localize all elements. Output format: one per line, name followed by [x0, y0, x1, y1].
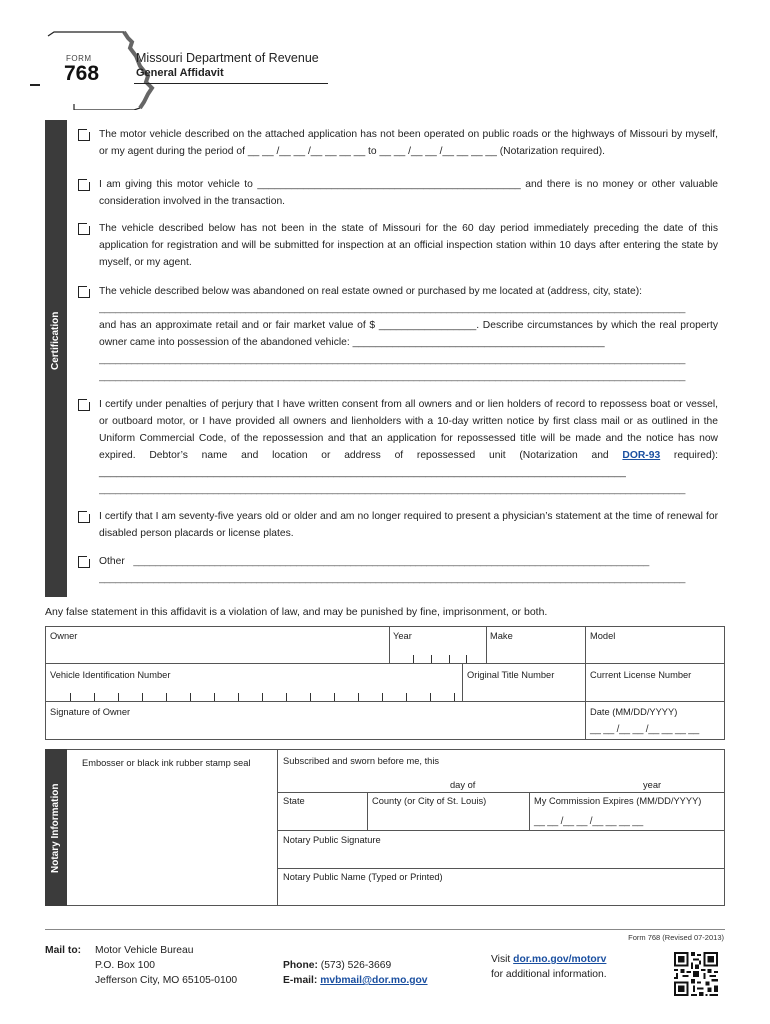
vin-tick — [334, 693, 335, 701]
abandoned-circumstances-line[interactable]: ____________________________________________________________________________________________________________ — [99, 354, 686, 365]
abandoned-address-line[interactable]: ____________________________________________________________________________________________________________ — [99, 303, 686, 314]
year-tick — [431, 655, 432, 663]
checkbox-abandoned[interactable] — [78, 286, 90, 298]
notary-name-label: Notary Public Name (Typed or Printed) — [283, 872, 443, 882]
form-label: FORM — [66, 54, 92, 63]
date-label: Date (MM/DD/YYYY) — [590, 707, 678, 717]
item-text-value: and has an approximate retail and or fair market value of $ _________________. Describe circumstances by which the real property owner came into possession of the abandoned vehicle: ____________________________________________ — [99, 320, 718, 348]
checkbox-other[interactable] — [78, 556, 90, 568]
seal-label: Embosser or black ink rubber stamp seal — [82, 758, 251, 768]
item-text-b: required): ____________________________________________________________________________________________ — [99, 450, 718, 478]
form-number: 768 — [64, 62, 100, 85]
notary-signature-label: Notary Public Signature — [283, 835, 381, 845]
vin-tick — [166, 693, 167, 701]
qr-code-icon — [674, 950, 718, 998]
address-line-1: Motor Vehicle Bureau — [95, 945, 194, 956]
notary-rule — [529, 792, 530, 830]
form-header — [30, 30, 330, 110]
email-label: E-mail: — [283, 975, 318, 986]
year-label: year — [643, 780, 662, 790]
vin-tick — [310, 693, 311, 701]
revision-rule — [45, 929, 725, 930]
vin-tick — [70, 693, 71, 701]
item-text: The vehicle described below was abandoned on real estate owned or purchased by me located at (address, city, state): — [99, 286, 642, 297]
other-line — [99, 553, 718, 570]
vin-tick — [286, 693, 287, 701]
vin-tick — [358, 693, 359, 701]
item-text — [99, 396, 718, 481]
header-dash — [30, 84, 40, 86]
notary-sidebar — [45, 749, 67, 906]
item-repossession — [78, 396, 718, 498]
item-not-operated — [78, 126, 718, 160]
mail-to-label: Mail to: — [45, 945, 82, 956]
vin-tick — [406, 693, 407, 701]
make-label: Make — [490, 631, 513, 641]
email-link[interactable]: mvbmail@dor.mo.gov — [320, 975, 428, 986]
state-label: State — [283, 796, 305, 806]
grid-rule — [462, 663, 463, 701]
contact-block — [283, 958, 428, 988]
other-label: Other — [99, 556, 125, 567]
notary-section — [67, 749, 725, 906]
day-of-label: day of — [450, 780, 476, 790]
checkbox-gift[interactable] — [78, 179, 90, 191]
item-text: The vehicle described below has not been in the state of Missouri for the 60 day period immediately preceding the date of this application for registration and will be submitted for inspection at an official inspection station within 10 days after entering the state by myself, or my agent. — [99, 223, 718, 268]
date-field[interactable]: __ __ /__ __ /__ __ __ __ — [590, 724, 699, 735]
item-other — [78, 553, 718, 587]
visit-block — [491, 952, 607, 982]
abandoned-circumstances-line[interactable]: ____________________________________________________________________________________________________________ — [99, 371, 686, 382]
year-tick — [466, 655, 467, 663]
year-tick — [449, 655, 450, 663]
checkbox-not-operated[interactable] — [78, 129, 90, 141]
visit-line — [491, 952, 607, 967]
grid-rule — [46, 663, 724, 664]
year-label: Year — [393, 631, 412, 641]
vin-tick — [190, 693, 191, 701]
county-label: County (or City of St. Louis) — [372, 796, 487, 806]
item-text-a: I certify under penalties of perjury that I have written consent from all owners and or lien holders of record to repossess boat or vessel, or outboard motor, or I have provided all owners and lienholders with a 10-day written notice by first class mail or as outlined in the Uniform Commercial Code, of the repossession and that an application for repossessed title will be made and the notice has now expired. Debtor’s name and location or address of repossessed unit (Notarization and — [99, 399, 718, 461]
owner-signature-label: Signature of Owner — [50, 707, 131, 717]
grid-rule — [389, 627, 390, 663]
dor-93-link[interactable]: DOR-93 — [622, 450, 661, 461]
notary-rule — [277, 830, 724, 831]
vin-tick — [118, 693, 119, 701]
certification-label: Certification — [50, 311, 61, 370]
vin-label: Vehicle Identification Number — [50, 670, 171, 680]
email-line — [283, 973, 428, 988]
notary-rule — [277, 792, 724, 793]
department-name: Missouri Department of Revenue — [136, 51, 319, 65]
vehicle-info-grid — [45, 626, 725, 740]
item-text: I certify that I am seventy-five years old or older and am no longer required to present a physician’s statement at the time of renewal for disabled person placards or license plates. — [99, 511, 718, 539]
notary-rule — [367, 792, 368, 830]
notary-information-label: Notary Information — [50, 783, 61, 873]
phone-label: Phone: — [283, 960, 318, 971]
other-line-2[interactable]: ____________________________________________________________________________________________________________ — [99, 573, 686, 584]
checkbox-seventy-five[interactable] — [78, 511, 90, 523]
vin-tick — [142, 693, 143, 701]
title-rule — [134, 83, 328, 84]
website-link[interactable]: dor.mo.gov/motorv — [513, 954, 607, 965]
visit-label: Visit — [491, 954, 511, 965]
notary-rule — [277, 750, 278, 905]
visit-line-2: for additional information. — [491, 969, 607, 980]
commission-label: My Commission Expires (MM/DD/YYYY) — [534, 796, 702, 806]
current-license-label: Current License Number — [590, 670, 692, 680]
grid-rule — [585, 627, 586, 739]
item-seventy-five — [78, 508, 718, 542]
revision-label: Form 768 (Revised 07-2013) — [628, 933, 724, 942]
address-line-3: Jefferson City, MO 65105-0100 — [95, 975, 238, 986]
vin-tick — [382, 693, 383, 701]
checkbox-repossession[interactable] — [78, 399, 90, 411]
grid-rule — [46, 701, 724, 702]
model-label: Model — [590, 631, 616, 641]
phone-number: (573) 526-3669 — [320, 960, 392, 971]
false-statement-warning: Any false statement in this affidavit is a violation of law, and may be punished by fine, imprisonment, or both. — [45, 606, 548, 618]
item-out-of-state — [78, 220, 718, 271]
mail-to-block — [45, 943, 81, 958]
commission-date-field[interactable]: __ __ /__ __ /__ __ __ __ — [534, 816, 643, 827]
checkbox-out-of-state[interactable] — [78, 223, 90, 235]
item-gift — [78, 176, 718, 210]
original-title-label: Original Title Number — [467, 670, 555, 680]
certification-sidebar — [45, 120, 67, 597]
form-title: General Affidavit — [136, 67, 224, 79]
mailing-address — [95, 943, 237, 988]
phone-line — [283, 958, 428, 973]
address-line-2: P.O. Box 100 — [95, 960, 155, 971]
vin-tick — [454, 693, 455, 701]
vin-tick — [430, 693, 431, 701]
item-text: I am giving this motor vehicle to ______________________________________________ and there is no money or other valuable consideration involved in the transaction. — [99, 179, 718, 207]
owner-label: Owner — [50, 631, 78, 641]
item-text: The motor vehicle described on the attached application has not been operated on public roads or the highways of Missouri by myself, or my agent during the period of __ __ /__ __ /__ __ __ __ to __ __ /__ __ /__ __ __ __ (Notarization required). — [99, 129, 718, 157]
subscribed-label: Subscribed and sworn before me, this — [283, 756, 440, 766]
year-tick — [413, 655, 414, 663]
grid-rule — [486, 627, 487, 663]
notary-rule — [277, 868, 724, 869]
other-fill[interactable]: _______________________________________________________________________________________________ — [133, 556, 649, 567]
vin-tick — [262, 693, 263, 701]
item-abandoned — [78, 283, 718, 385]
vin-tick — [238, 693, 239, 701]
vin-tick — [94, 693, 95, 701]
debtor-info-line[interactable]: ____________________________________________________________________________________________________________ — [99, 484, 686, 495]
vin-tick — [214, 693, 215, 701]
